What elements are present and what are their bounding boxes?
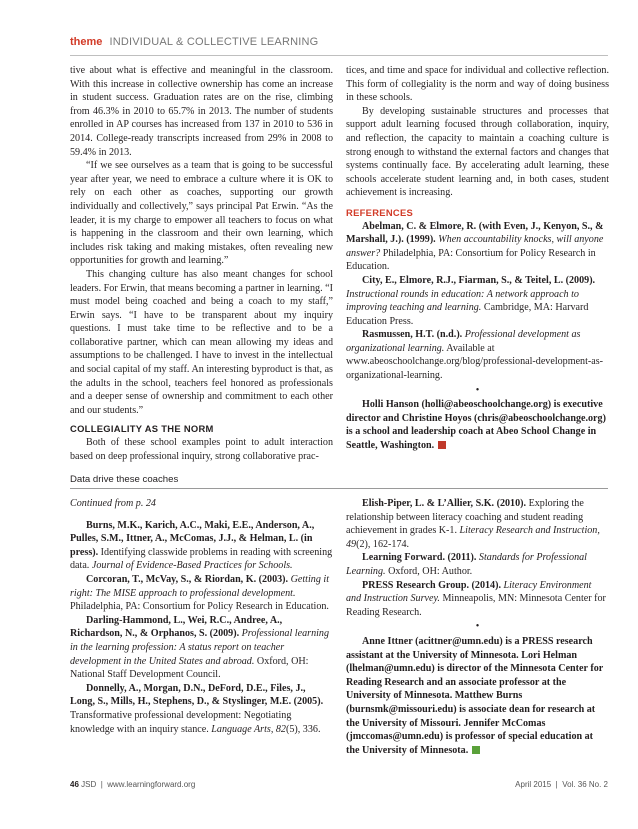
author-bio: [346, 398, 609, 452]
reference-authors: PRESS Research Group. (2014).: [362, 579, 501, 591]
lower-right-column: [346, 497, 609, 757]
reference-authors: Elish-Piper, L. & L’Allier, S.K. (2010).: [362, 498, 527, 509]
bullet-separator: •: [475, 621, 480, 633]
lower-left-column: [70, 497, 333, 736]
reference-title: Identifying classwide problems in reading with screening data.: [70, 546, 333, 572]
reference-authors: City, E., Elmore, R.J., Fiarman, S., & Teitel, L. (2009).: [362, 274, 596, 286]
reference-title: Literacy Environment and Instruction Survey.: [346, 579, 592, 605]
reference-entry: [346, 220, 609, 274]
reference-authors: Burns, M.K., Karich, A.C., Maki, E.E., Anderson, A., Pulles, S.M., Ittner, A., McComas, J.J., & Helman, L. (in press).: [70, 519, 315, 558]
footer-separator: |: [100, 780, 103, 789]
reference-publisher: Available at www.abeoschoolchange.org/blog/professional-development-as-organizational-learning.: [346, 342, 604, 382]
paragraph: “If we see ourselves as a team that is going to be successful year after year, we need to embrace a culture where it is OK to rely on each other as coaches, supporting our growth individually and collectively,” says principal Pat Erwin. “As the leader, it is my charge to empower all teachers to focus on what is happening in the classroom and their own learning, which includes risk taking and making mistakes, often revealing new opportunities for growth and learning.”: [70, 160, 333, 267]
section-divider: [70, 488, 608, 489]
reference-authors: Corcoran, T., McVay, S., & Riordan, K. (2003).: [86, 573, 289, 585]
reference-entry: [346, 328, 609, 382]
end-mark-icon: [472, 746, 480, 754]
sidebar-section-label: Data drive these coaches: [70, 474, 179, 485]
author-bio: [346, 635, 609, 757]
reference-entry: [70, 682, 333, 736]
reference-pages: (5), 336.: [285, 723, 321, 735]
reference-title: Instructional rounds in education: A network approach to improving teaching and learning.: [346, 288, 579, 314]
paragraph: tive about what is effective and meaningful in the classroom. With this increase in collective ownership has come an increase in student success. Graduation rates are on the rise, climbing from 46.3% in 2010 to 65.7% in 2013. The number of students enrolled in AP courses has increased from 137 in 2010 to 536 in 2014. College-ready transcripts increased from 29% in 2008 to 59.4% in 2013.: [70, 65, 333, 158]
reference-title: Professional development as organizational learning.: [346, 329, 581, 354]
reference-title: Standards for Professional Learning.: [346, 552, 587, 577]
article-left-column: [70, 64, 333, 463]
footer-right: [515, 780, 608, 789]
journal-name: JSD: [81, 780, 97, 789]
paragraph: This changing culture has also meant changes for school leaders. For Erwin, that means becoming a partner in learning. “I must model being coached and being a coach to my staff,” Erwin says. “I have to be transparent about my inquiry questions. I must take time to be reflective and to be a collaborative partner, which can mean allowing my ideas and assumptions to be challenged. I have to invest in the intellectual and social capital of my staff. An interesting byproduct is that, as the adults in the school, teachers feel honored as professionals and a deeper sense of ownership and commitment to each other and our students.”: [70, 268, 333, 416]
reference-title: Exploring the relationship between literacy coaching and student reading achievement in grades K-1.: [346, 498, 584, 537]
theme-label: theme: [70, 36, 103, 48]
reference-entry: [346, 579, 609, 620]
reference-publisher: Minneapolis, MN: Minnesota Center for Reading Research.: [346, 593, 606, 618]
reference-entry: [346, 274, 609, 328]
reference-entry: [70, 519, 333, 573]
references-heading: REFERENCES: [346, 206, 414, 218]
website-link[interactable]: www.learningforward.org: [107, 780, 196, 789]
article-right-column: [346, 64, 609, 453]
paragraph: tices, and time and space for individual and collective reflection. This form of collegiality is the norm and way of doing business in these schools.: [346, 65, 609, 104]
reference-publisher: Oxford, OH: National Staff Development Council.: [70, 655, 309, 681]
reference-publisher: Cambridge, MA: Harvard Education Press.: [346, 302, 589, 327]
bullet-separator: •: [475, 384, 480, 396]
reference-journal: Literacy Research and Instruction, 49: [346, 525, 600, 550]
author-bio-text: Anne Ittner (acittner@umn.edu) is a PRESS research assistant at the University of Minnesota. Lori Helman (lhelman@umn.edu) is director of the Minnesota Center for Reading Research and an associate professor at the University of Minnesota. Matthew Burns (burnsmk@missouri.edu) is associate dean for research at the University of Missouri. Jennifer McComas (jmccomas@umn.edu) is professor of special education at the University of Minnesota.: [346, 635, 604, 756]
reference-entry: [70, 573, 333, 614]
reference-authors: Rasmussen, H.T. (n.d.).: [362, 329, 463, 341]
subheading: COLLEGIALITY AS THE NORM: [70, 423, 214, 435]
reference-authors: Abelman, C. & Elmore, R. (with Even, J., Kenyon, S., & Marshall, J.). (1999).: [346, 220, 604, 246]
reference-journal: Journal of Evidence-Based Practices for Schools.: [91, 560, 293, 572]
reference-publisher: Oxford, OH: Author.: [388, 565, 473, 577]
reference-title: Transformative professional development: Negotiating knowledge with an inquiry stance.: [70, 709, 292, 735]
paragraph: Both of these school examples point to adult interaction based on deep professional inquiry, strong collaborative prac-: [70, 437, 333, 462]
paragraph: By developing sustainable structures and processes that support adult learning focused through collaboration, inquiry, and reflection, the capacity to maintain a coaching culture is strong enough to withstand the external factors and changes that systems continually face. By accelerating adult learning, these schools accelerate student learning and, in both cases, student achievement is increasing.: [346, 105, 609, 199]
issue-date: April 2015: [515, 780, 552, 789]
reference-title: Professional learning in the learning profession: A status report on teacher development in the United States and abroad.: [70, 628, 330, 667]
reference-publisher: Philadelphia, PA: Consortium for Policy Research in Education.: [70, 601, 329, 613]
header-divider: [70, 55, 608, 56]
footer-separator: |: [555, 780, 558, 789]
reference-authors: Learning Forward. (2011).: [362, 552, 477, 564]
reference-entry: [346, 551, 609, 578]
reference-pages: (2), 162-174.: [356, 538, 410, 550]
author-bio-text: Holli Hanson (holli@abeoschoolchange.org) is executive director and Christine Hoyos (chris@abeoschoolchange.org) is a school and leadership coach at Abeo School Change in Seattle, Washington.: [346, 399, 606, 452]
reference-title: When accountability knocks, will anyone answer?: [346, 234, 604, 259]
section-title: INDIVIDUAL & COLLECTIVE LEARNING: [109, 36, 319, 48]
reference-journal: Language Arts, 82: [211, 723, 286, 735]
reference-entry: [346, 497, 609, 551]
reference-authors: Darling-Hammond, L., Wei, R.C., Andree, A., Richardson, N., & Orphanos, S. (2009).: [70, 614, 283, 640]
reference-title: Getting it right: The MISE approach to professional development.: [70, 573, 330, 599]
page-header: [70, 36, 318, 48]
continued-note: Continued from p. 24: [70, 498, 156, 509]
reference-authors: Donnelly, A., Morgan, D.N., DeFord, D.E., Files, J., Long, S., Mills, H., Stephens, D., & Styslinger, M.E. (2005).: [70, 682, 324, 708]
end-mark-icon: [438, 441, 446, 449]
page-number: 46: [70, 780, 79, 789]
footer-left: [70, 780, 195, 789]
reference-entry: [70, 614, 333, 682]
volume-number: Vol. 36 No. 2: [562, 780, 608, 789]
reference-publisher: Philadelphia, PA: Consortium for Policy Research in Education.: [346, 247, 596, 273]
